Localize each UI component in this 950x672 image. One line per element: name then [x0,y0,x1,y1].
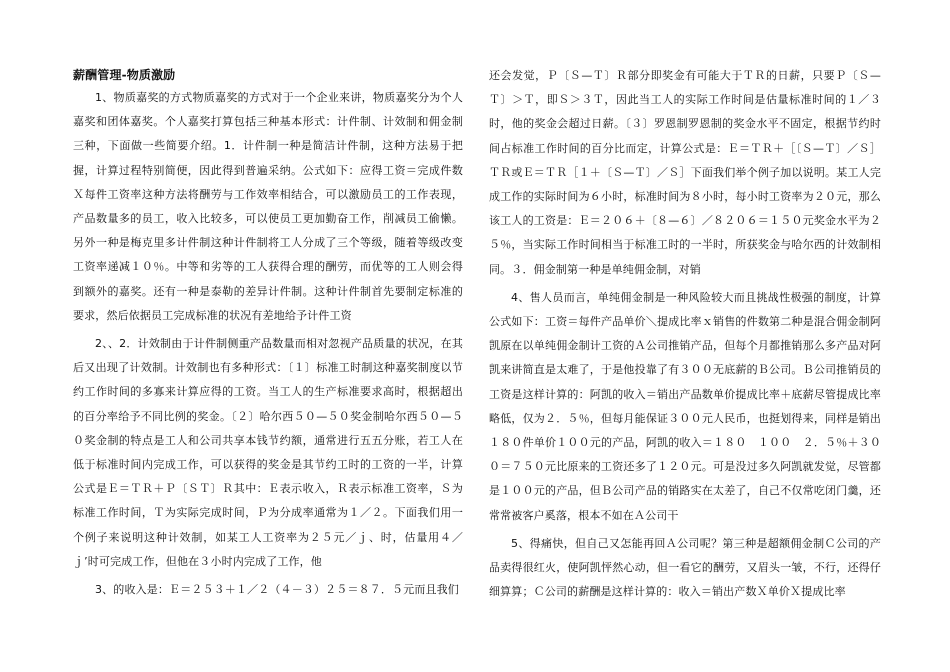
right-column [489,64,881,672]
paragraph: 5、得痛快，但自己又怎能再回Ａ公司呢？第三种是超额佣金制Ｃ公司的产品卖得很红火，使阿凯怦然心动，但一看它的酬劳，又眉头一皱，不行，还得仔细算算；Ｃ公司的薪酬是这样计算的：收入＝销出产数Ｘ单价Ｘ提成比率 [489,536,881,599]
paragraph: 3、的收入是：Ｅ＝２５３＋１／２（４－３）２５＝８７．５元而且我们 [95,583,459,597]
paragraph: 1、物质嘉奖的方式物质嘉奖的方式对于一个企业来讲，物质嘉奖分为个人嘉奖和团体嘉奖。个人嘉奖打算包括三种基本形式：计件制、计效制和佣金制三种，下面做一些简要介绍。1．计件制一种是简洁计件制，这种方法易于把握，计算过程特别简便，因此得到普遍采纳。公式如下：应得工资＝完成件数Ｘ每件工资率这种方法将酬劳与工作效率相结合，可以激励员工的工作表现，产品数量多的员工，收入比较多，可以使员工更加勤奋工作，削减员工偷懒。另外一种是梅克里多计件制这种计件制将工人分成了三个等级，随着等级改变工资率递减１０％。中等和劣等的工人获得合理的酬劳，而优等的工人则会得到额外的嘉奖。还有一种是泰勒的差异计件制。这种计件制首先要制定标准的要求，然后依据员工完成标准的状况有差地给予计件工资 [73,91,463,322]
document-title: 薪酬管理-物质激励 [73,68,176,82]
paragraph: 还会发觉，Ｐ〔Ｓ—Ｔ〕Ｒ部分即奖金有可能大于ＴＲ的日薪，只要Ｐ〔Ｓ—Ｔ〕＞Ｔ，即Ｓ＞３Ｔ，因此当工人的实际工作时间是估量标准时间的１／３时，他的奖金会超过日薪。〔３〕罗恩制罗恩制的奖金水平不固定，根据节约时间占标准工作时间的百分比而定，计算公式是：Ｅ＝ＴＲ＋［〔Ｓ—Ｔ〕／Ｓ］ＴＲ或Ｅ＝ＴＲ［１＋〔Ｓ—Ｔ〕／Ｓ］下面我们举个例子加以说明。某工人完成工作的实际时间为６小时，标准时间为８小时，每小时工资率为２０元，那么该工人的工资是：Ｅ＝２０６＋〔８—６〕／８２０６＝１５０元奖金水平为２５％，当实际工作时间相当于标准工时的一半时，所获奖金与哈尔西的计效制相同。３．佣金制第一种是单纯佣金制，对销 [489,69,881,276]
paragraph: 2、、2．计效制由于计件制侧重产品数量而相对忽视产品质量的状况，在其后又出现了计效制。计效制也有多种形式：〔１〕标准工时制这种嘉奖制度以节约工作时间的多寡来计算应得的工资。当工人的生产标准要求高时，根据超出的百分率给予不同比例的奖金。〔２〕哈尔西５０—５０奖金制哈尔西５０—５０奖金制的特点是工人和公司共享本钱节约额，通常进行五五分账，若工人在低于标准时间内完成工作，可以获得的奖金是其节约工时的工资的一半，计算公式是Ｅ＝ＴＲ＋Ｐ〔ＳＴ〕Ｒ其中：Ｅ表示收入，Ｒ表示标准工资率，Ｓ为标准工作时间，Ｔ为实际完成时间，Ｐ为分成率通常为１／２。下面我们用一个例子来说明这种计效制，如某工人工资率为２５元／ｊ、时，估量用４／ｊ’时可完成工作，但他在３小时内完成了工作，他 [73,337,463,568]
left-column [73,64,463,672]
paragraph: 4、售人员而言，单纯佣金制是一种风险较大而且挑战性极强的制度，计算公式如下：工资＝每件产品单价＼提成比率ｘ销售的件数第二种是混合佣金制阿凯原在以单纯佣金制计工资的Ａ公司推销产品，但每个月都推销那么多产品对阿凯来讲简直是太难了，于是他投靠了有３００无底薪的Ｂ公司。Ｂ公司推销员的工资是这样计算的：阿凯的收入＝销出产品数单价提成比率＋底薪尽管提成比率略低，仅为２．５％，但每月能保证３００元人民币，也挺划得来，同样是销出１８０件单价１００元的产品，阿凯的收入＝１８０ １００ ２．５％＋３００＝７５０元比原来的工资还多了１２０元。可是没过多久阿凯就发觉，尽管都是１００元的产品，但Ｂ公司产品的销路实在太差了，自己不仅常吃闭门羹，还常常被客户奚落，根本不如在Ａ公司干 [489,290,881,522]
